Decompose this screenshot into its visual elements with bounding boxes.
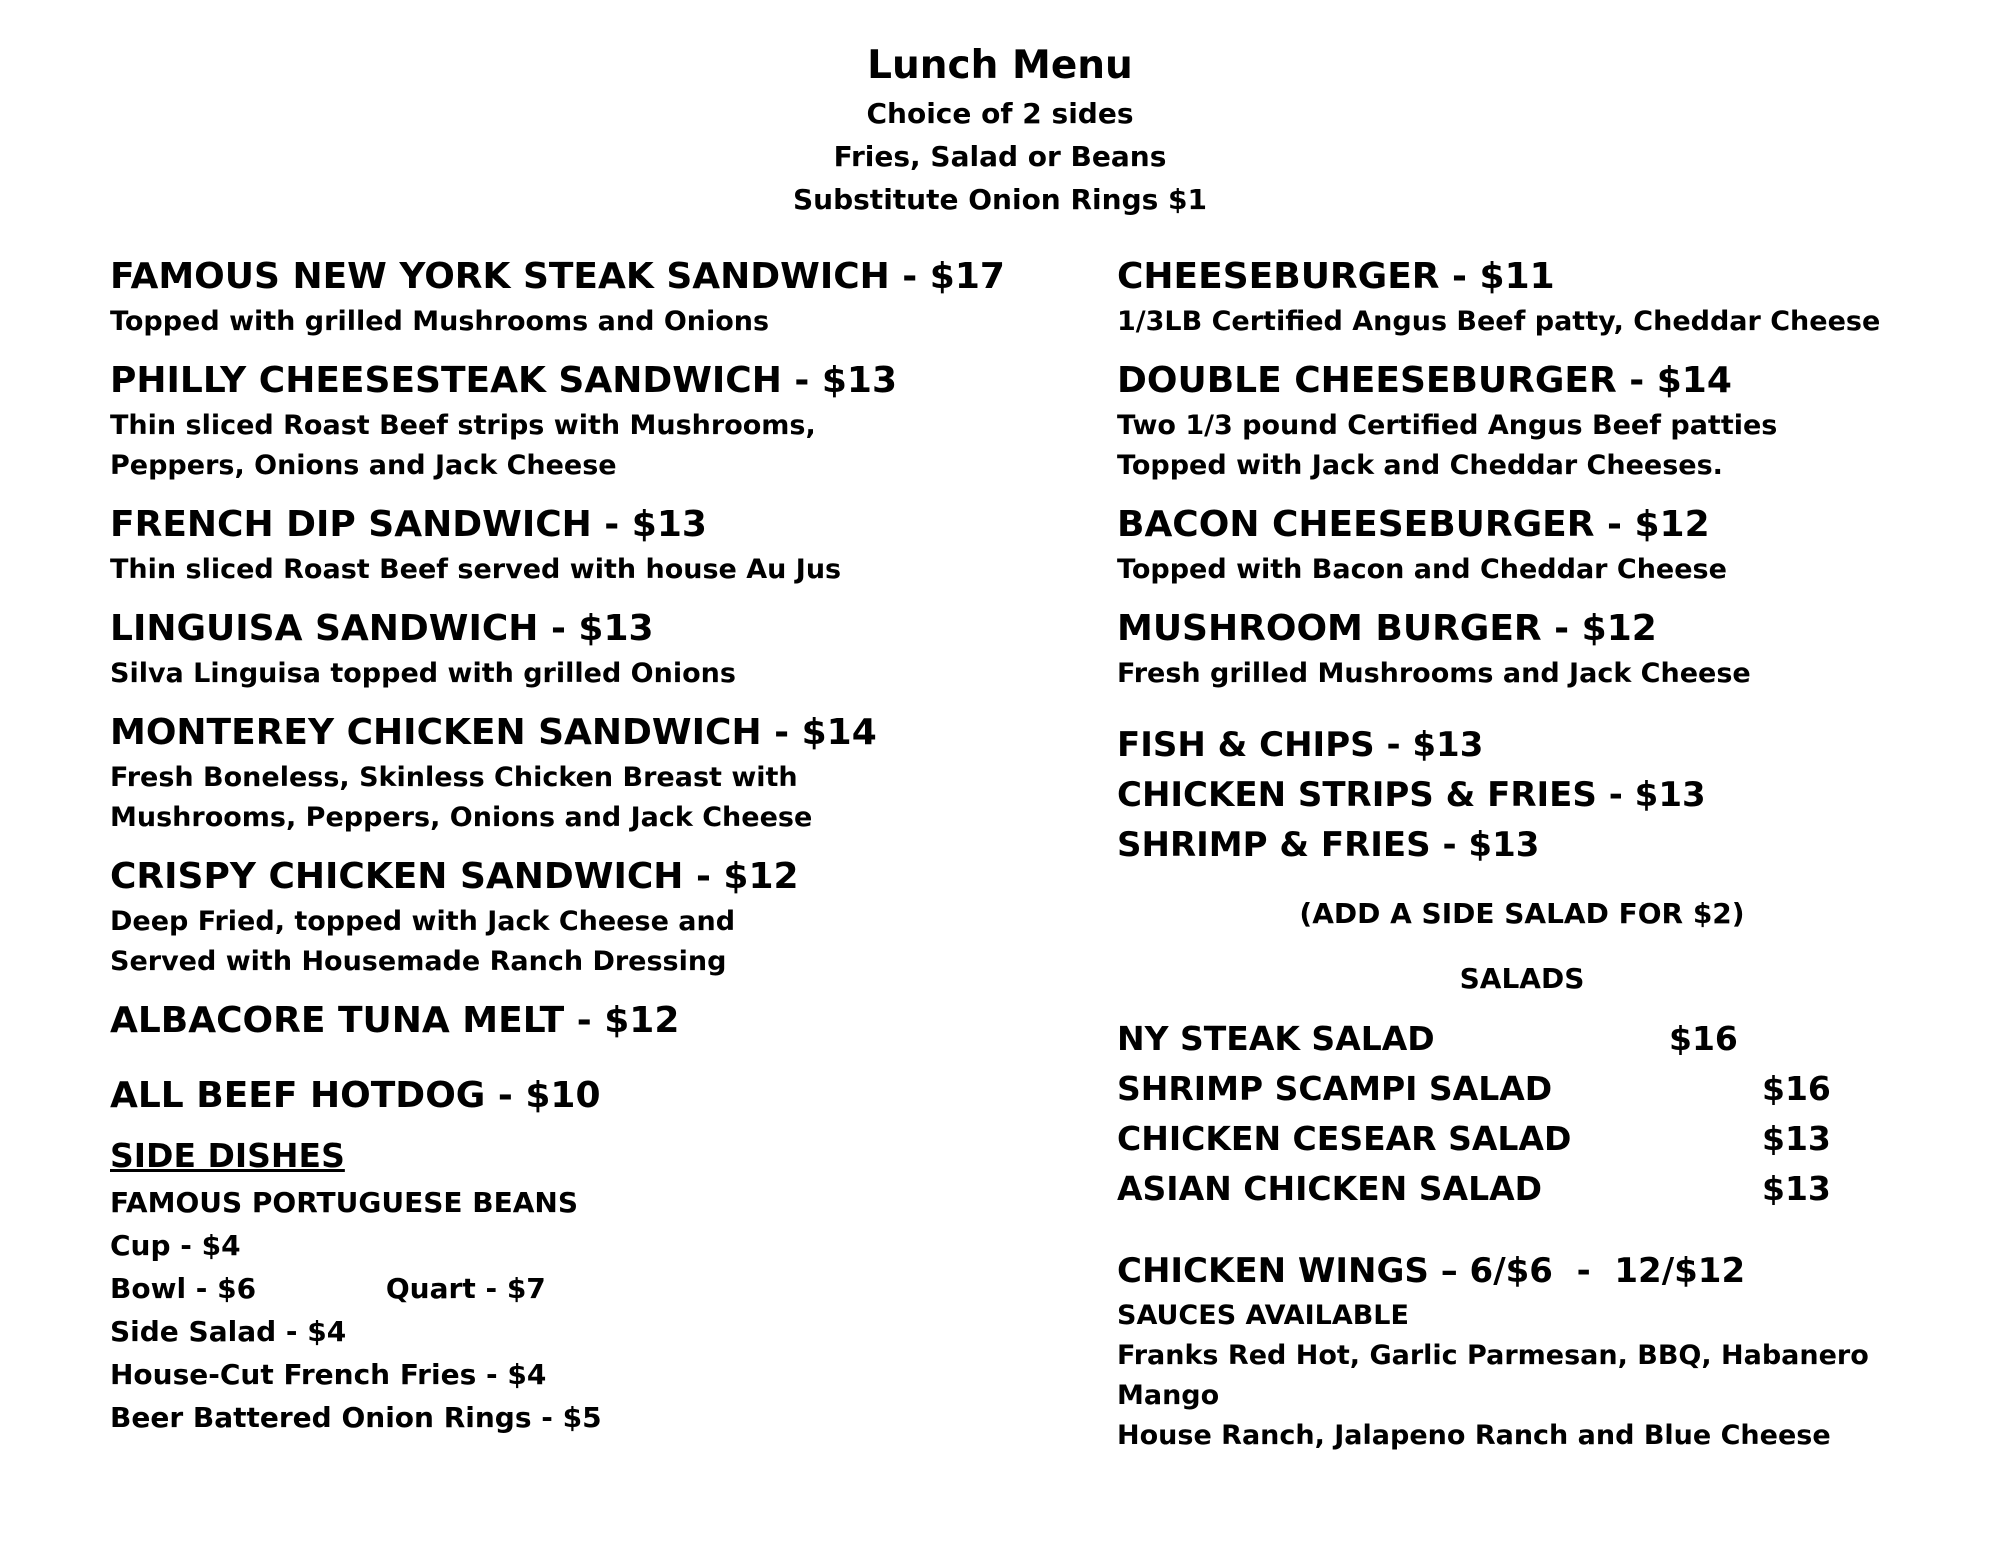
salad-row	[1117, 1064, 1977, 1114]
menu-item	[1117, 356, 1977, 486]
salad-price: $13	[1762, 1169, 1831, 1208]
menu-item-desc: Fresh Boneless, Skinless Chicken Breast with	[110, 762, 798, 793]
right-column	[1117, 252, 1977, 1456]
side-item-quart: Quart - $7	[385, 1272, 546, 1305]
chicken-strips-item: CHICKEN STRIPS & FRIES - $13	[1117, 775, 1706, 815]
tuna-melt-item: ALBACORE TUNA MELT - $12	[110, 1000, 680, 1041]
salad-price: $16	[1669, 1019, 1738, 1058]
salad-price: $13	[1762, 1119, 1831, 1158]
side-item-bowl-quart	[110, 1267, 1070, 1310]
menu-item-desc: Topped with Bacon and Cheddar Cheese	[1117, 554, 1727, 585]
salad-row	[1117, 1114, 1977, 1164]
menu-item-title: BACON CHEESEBURGER - $12	[1117, 504, 1710, 545]
menu-item-title: PHILLY CHEESESTEAK SANDWICH - $13	[110, 360, 898, 401]
menu-item	[110, 708, 1070, 838]
menu-item	[110, 852, 1070, 982]
left-column	[110, 252, 1070, 1439]
sauces-heading: SAUCES AVAILABLE	[1117, 1300, 1409, 1331]
salad-name: NY STEAK SALAD	[1117, 1019, 1435, 1058]
menu-header	[0, 40, 2000, 221]
menu-item	[110, 356, 1070, 486]
menu-item-desc: Deep Fried, topped with Jack Cheese and	[110, 906, 736, 937]
menu-item-desc: Thin sliced Roast Beef served with house Au Jus	[110, 554, 842, 585]
side-item-rings: Beer Battered Onion Rings - $5	[110, 1401, 602, 1434]
fish-chips-item: FISH & CHIPS - $13	[1117, 725, 1484, 765]
side-item-salad: Side Salad - $4	[110, 1315, 347, 1348]
menu-item	[1117, 604, 1977, 694]
side-dishes-heading: SIDE DISHES	[110, 1136, 345, 1175]
menu-item-desc: Peppers, Onions and Jack Cheese	[110, 450, 617, 481]
side-item-bowl: Bowl - $6	[110, 1272, 257, 1305]
salad-price: $16	[1762, 1069, 1831, 1108]
menu-item-desc: Thin sliced Roast Beef strips with Mushrooms,	[110, 410, 816, 441]
hotdog-item: ALL BEEF HOTDOG - $10	[110, 1075, 601, 1116]
menu-item	[110, 252, 1070, 342]
chicken-wings-item: CHICKEN WINGS – 6/$6 - 12/$12	[1117, 1251, 1746, 1291]
sauces-list-1: Franks Red Hot, Garlic Parmesan, BBQ, Habanero	[1117, 1340, 1869, 1371]
substitute-note: Substitute Onion Rings $1	[793, 183, 1207, 216]
menu-item-desc: Served with Housemade Ranch Dressing	[110, 946, 727, 977]
sides-choice-note: Choice of 2 sides	[866, 97, 1134, 130]
menu-item	[110, 500, 1070, 590]
side-item-fries: House-Cut French Fries - $4	[110, 1358, 547, 1391]
salad-row	[1117, 1164, 1977, 1214]
sauces-list-3: House Ranch, Jalapeno Ranch and Blue Cheese	[1117, 1420, 1831, 1451]
menu-item-desc: Silva Linguisa topped with grilled Onions	[110, 658, 736, 689]
salad-row	[1117, 1014, 1977, 1064]
salad-name: ASIAN CHICKEN SALAD	[1117, 1169, 1543, 1208]
menu-item	[110, 604, 1070, 694]
menu-item-title: FAMOUS NEW YORK STEAK SANDWICH - $17	[110, 256, 1005, 297]
side-salad-note: (ADD A SIDE SALAD FOR $2)	[1299, 897, 1745, 930]
menu-item-title: LINGUISA SANDWICH - $13	[110, 608, 654, 649]
menu-item-desc: Topped with Jack and Cheddar Cheeses.	[1117, 450, 1723, 481]
menu-title: Lunch Menu	[867, 43, 1133, 88]
salads-heading: SALADS	[1459, 962, 1585, 995]
menu-item-title: CRISPY CHICKEN SANDWICH - $12	[110, 856, 799, 897]
side-item-beans: FAMOUS PORTUGUESE BEANS	[110, 1186, 578, 1219]
menu-item-desc: 1/3LB Certified Angus Beef patty, Cheddar Cheese	[1117, 306, 1881, 337]
menu-item-title: FRENCH DIP SANDWICH - $13	[110, 504, 707, 545]
menu-item	[1117, 252, 1977, 342]
shrimp-fries-item: SHRIMP & FRIES - $13	[1117, 825, 1540, 865]
menu-item-desc: Topped with grilled Mushrooms and Onions	[110, 306, 770, 337]
side-item-cup: Cup - $4	[110, 1229, 241, 1262]
salad-name: SHRIMP SCAMPI SALAD	[1117, 1069, 1553, 1108]
menu-item	[1117, 500, 1977, 590]
sides-options-note: Fries, Salad or Beans	[833, 140, 1167, 173]
salad-name: CHICKEN CESEAR SALAD	[1117, 1119, 1572, 1158]
menu-item-desc: Fresh grilled Mushrooms and Jack Cheese	[1117, 658, 1751, 689]
menu-item-desc: Two 1/3 pound Certified Angus Beef patties	[1117, 410, 1778, 441]
sauces-list-2: Mango	[1117, 1380, 1220, 1411]
menu-item-title: MUSHROOM BURGER - $12	[1117, 608, 1657, 649]
menu-item-title: CHEESEBURGER - $11	[1117, 256, 1555, 297]
menu-item-title: MONTEREY CHICKEN SANDWICH - $14	[110, 712, 877, 753]
menu-item-desc: Mushrooms, Peppers, Onions and Jack Cheese	[110, 802, 813, 833]
menu-item-title: DOUBLE CHEESEBURGER - $14	[1117, 360, 1732, 401]
